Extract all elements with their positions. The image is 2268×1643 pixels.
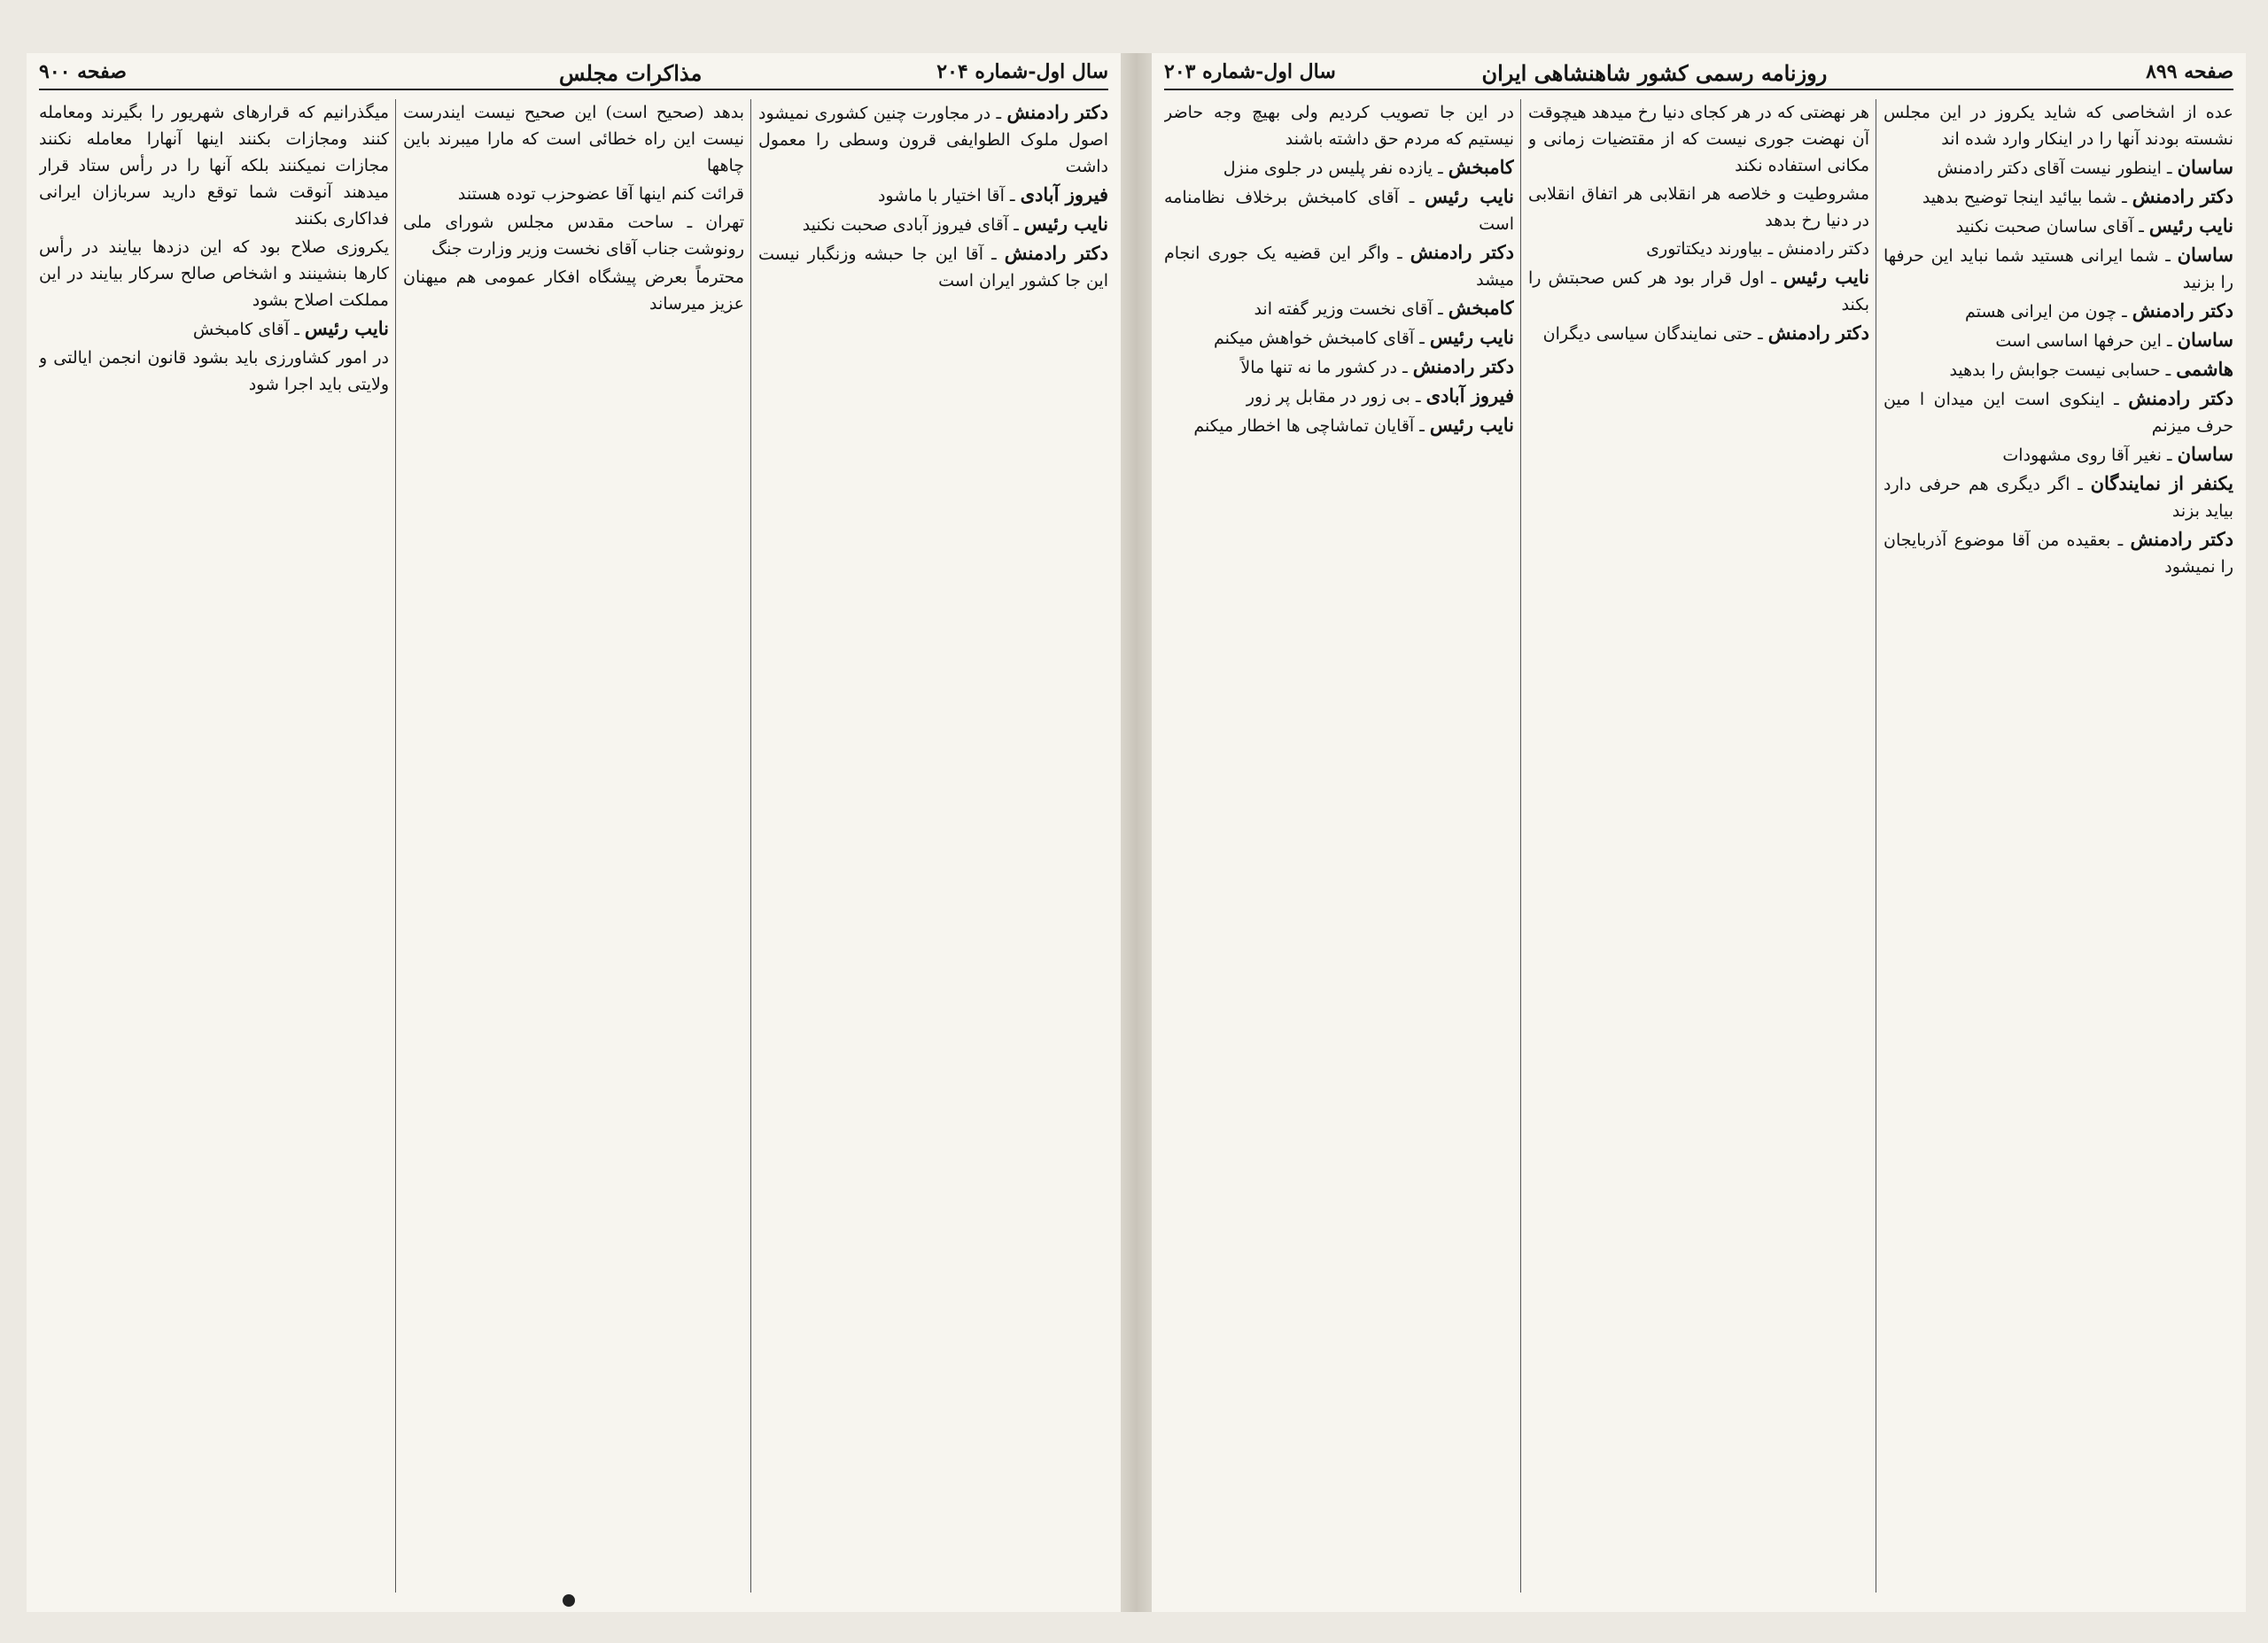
paragraph: دکتر رادمنش ـ در کشور ما نه تنها مالاً xyxy=(1240,355,1514,377)
paragraph: هاشمی ـ حسابی نیست جوابش را بدهید xyxy=(1949,358,2233,380)
column-rule xyxy=(395,99,396,1593)
paragraph: نایب رئیس ـ آقای کامبخش خواهش میکنم xyxy=(1213,326,1514,348)
paragraph: نایب رئیس ـ آقای فیروز آبادی صحبت نکنید xyxy=(802,213,1108,235)
paragraph: ساسان ـ نغیر آقا روی مشهودات xyxy=(2002,443,2233,465)
paragraph: ساسان ـ اینطور نیست آقای دکتر رادمنش xyxy=(1937,156,2233,178)
paragraph: در امور کشاورزی باید بشود قانون انجمن ایالتی و ولایتی باید اجرا شود xyxy=(39,348,389,394)
left-section-title: مذاکرات مجلس xyxy=(559,60,703,86)
paragraph: دکتر رادمنش ـ آقا این جا حبشه وزنگبار نیست این جا کشور ایران است xyxy=(758,242,1108,291)
paragraph: دکتر رادمنش ـ بیاورند دیکتاتوری xyxy=(1646,239,1869,259)
left-page xyxy=(27,53,1121,1612)
paragraph: ساسان ـ شما ایرانی هستید شما نباید این حرفها را بزنید xyxy=(1884,244,2233,292)
left-page-number: صفحه ۹۰۰ xyxy=(39,60,127,83)
paragraph: عده از اشخاصی که شاید یکروز در این مجلس نشسته بودند آنها را در اینکار وارد شده اند xyxy=(1884,103,2233,149)
paragraph: یکنفر از نمایندگان ـ اگر دیگری هم حرفی دارد بیاید بزند xyxy=(1884,472,2233,521)
paragraph: قرائت کنم اینها آقا عضوحزب توده هستند xyxy=(457,184,744,204)
paragraph: بدهد (صحیح است) این صحیح نیست ایندرست نیست این راه خطائی است که مارا میبرند باین چاهها xyxy=(403,103,744,175)
paragraph: در این جا تصویب کردیم ولی بهیچ وجه حاضر نیستیم که مردم حق داشته باشند xyxy=(1164,103,1514,149)
left-column-3 xyxy=(39,99,389,1593)
paragraph: نایب رئیس ـ آقای کامبخش xyxy=(192,317,389,339)
right-section-title: روزنامه رسمی کشور شاهنشاهی ایران xyxy=(1481,60,1828,86)
paragraph: مشروطیت و خلاصه هر انقلابی هر اتفاق انقلابی در دنیا رخ بدهد xyxy=(1528,184,1869,230)
paragraph: دکتر رادمنش ـ چون من ایرانی هستم xyxy=(1964,299,2233,322)
paragraph: دکتر رادمنش ـ شما بیائید اینجا توضیح بدهید xyxy=(1922,185,2233,207)
left-page-header xyxy=(39,58,1108,90)
paragraph: تهران ـ ساحت مقدس مجلس شورای ملی رونوشت جناب آقای نخست وزیر وزارت جنگ xyxy=(403,213,744,259)
paragraph: دکتر رادمنش ـ واگر این قضیه یک جوری انجام میشد xyxy=(1164,241,1514,290)
paragraph: دکتر رادمنش ـ حتی نمایندگان سیاسی دیگران xyxy=(1542,322,1869,344)
right-page xyxy=(1152,53,2246,1612)
paragraph: فیروز آبادی ـ آقا اختیار با ماشود xyxy=(877,183,1108,205)
paragraph: میگذرانیم که قرارهای شهریور را بگیرند ومعامله کنند ومجازات بکنند اینها آنهارا معامله نکنند مجازات نمیکنند بلکه آنها را در رأس ستاد قرار میدهند آنوقت شما توقع دارید سربازان ایرانی فداکاری بکنند xyxy=(39,103,389,229)
right-page-header xyxy=(1164,58,2233,90)
left-issue-label: سال اول-شماره ۲۰۴ xyxy=(936,60,1108,83)
book-gutter xyxy=(1121,53,1152,1612)
right-page-number: صفحه ۸۹۹ xyxy=(2146,60,2233,83)
paragraph: محترماً بعرض پیشگاه افکار عمومی هم میهنان عزیز میرساند xyxy=(403,267,744,314)
paragraph: ساسان ـ این حرفها اساسی است xyxy=(1995,329,2233,351)
right-columns xyxy=(1164,99,2233,1593)
left-column-1 xyxy=(758,99,1108,1593)
paragraph: هر نهضتی که در هر کجای دنیا رخ میدهد هیچوقت آن نهضت جوری نیست که از مقتضیات زمانی و مکانی استفاده نکند xyxy=(1528,103,1869,175)
paragraph: نایب رئیس ـ آقایان تماشاچی ها اخطار میکنم xyxy=(1193,414,1514,436)
paragraph: دکتر رادمنش ـ بعقیده من آقا موضوع آذربایجان را نمیشود xyxy=(1884,528,2233,577)
paragraph: نایب رئیس ـ آقای کامبخش برخلاف نظامنامه است xyxy=(1164,185,1514,234)
paragraph: نایب رئیس ـ آقای ساسان صحبت نکنید xyxy=(1955,214,2233,236)
paragraph: دکتر رادمنش ـ اینکوی است این میدان ا مین حرف میزنم xyxy=(1884,387,2233,436)
right-column-3 xyxy=(1164,99,1514,1593)
right-issue-label: سال اول-شماره ۲۰۳ xyxy=(1164,60,1336,83)
paragraph: دکتر رادمنش ـ در مجاورت چنین کشوری نمیشود اصول ملوک الطوایفی قرون وسطی را معمول داشت xyxy=(758,101,1108,176)
column-rule xyxy=(750,99,751,1593)
right-column-1 xyxy=(1884,99,2233,1593)
paragraph: کامبخش ـ یازده نفر پلیس در جلوی منزل xyxy=(1223,156,1514,178)
paragraph: کامبخش ـ آقای نخست وزیر گفته اند xyxy=(1254,297,1514,319)
paragraph: یکروزی صلاح بود که این دزدها بیایند در رأس کارها بنشینند و اشخاص صالح سرکار بیایند در این مملکت اصلاح بشود xyxy=(39,237,389,310)
left-column-2 xyxy=(403,99,744,1593)
paragraph: فیروز آبادی ـ بی زور در مقابل پر زور xyxy=(1246,384,1514,407)
page-marker-dot xyxy=(563,1594,575,1607)
paragraph: نایب رئیس ـ اول قرار بود هر کس صحبتش را بکند xyxy=(1528,266,1869,314)
right-column-2 xyxy=(1528,99,1869,1593)
column-rule xyxy=(1520,99,1521,1593)
left-columns xyxy=(39,99,1108,1593)
